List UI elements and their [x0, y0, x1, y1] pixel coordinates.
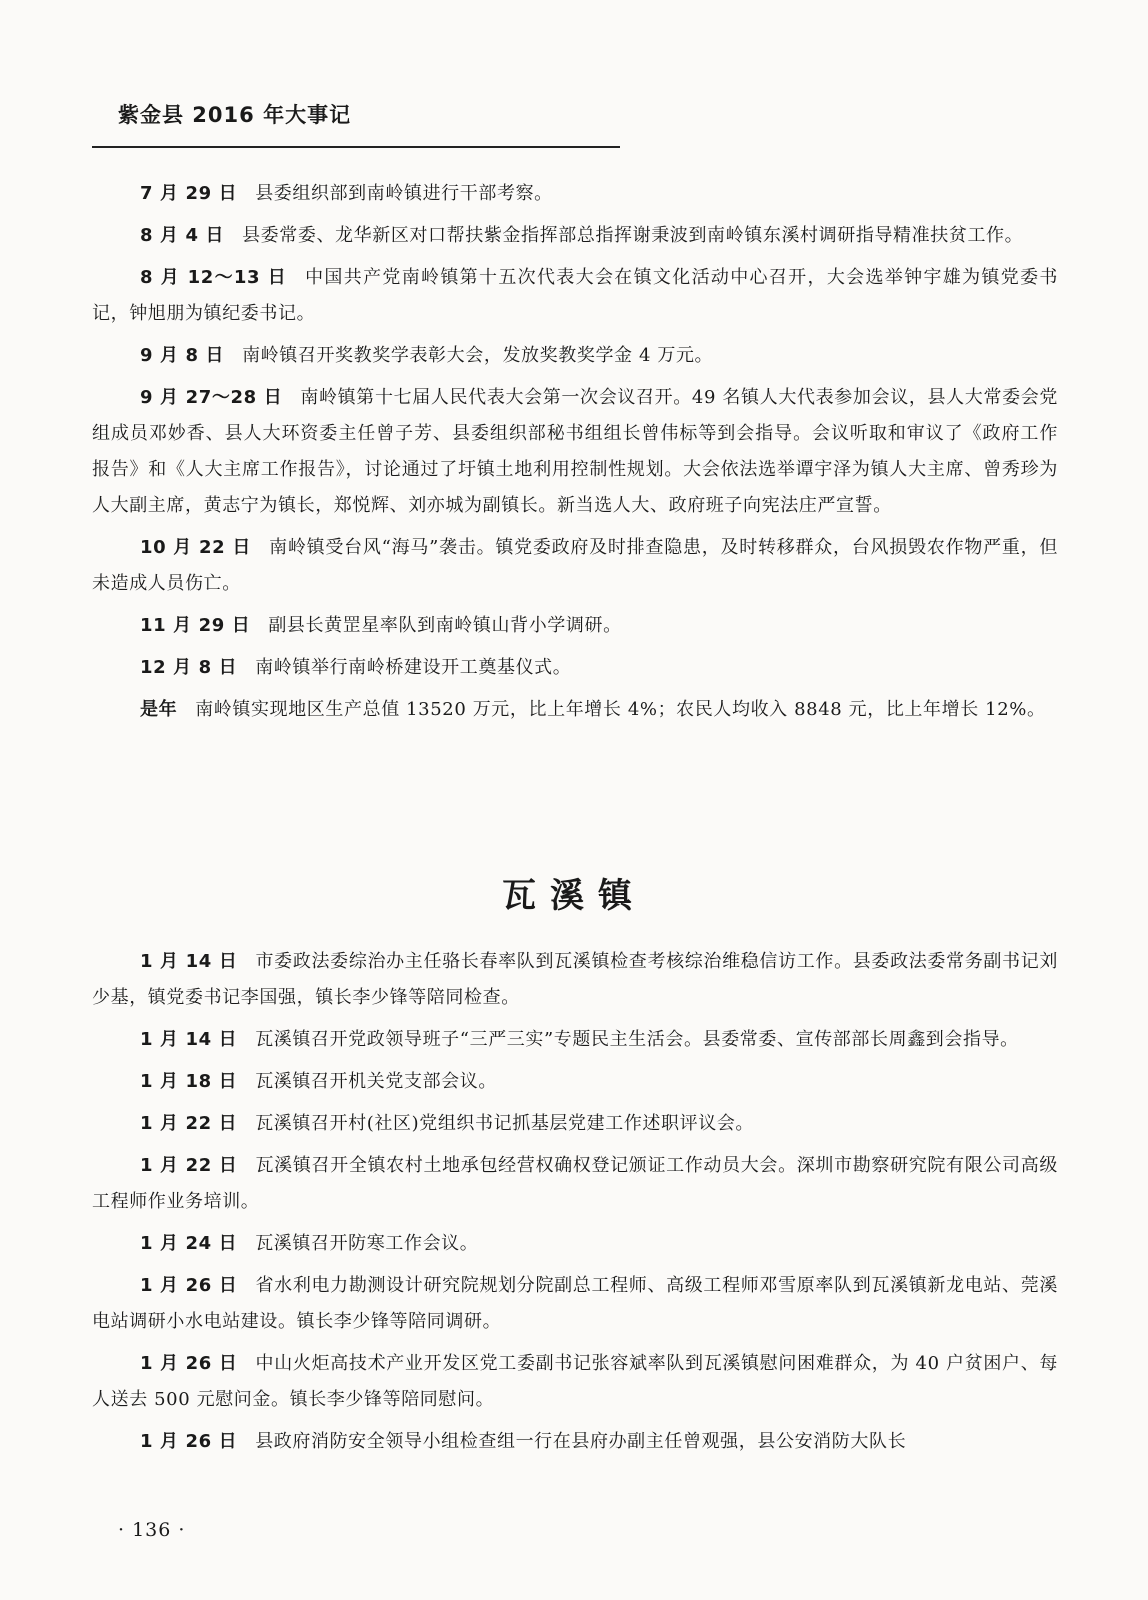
- section-title: 瓦溪镇: [502, 876, 646, 916]
- chronicle-entry: [92, 530, 1058, 602]
- entry-text: 南岭镇第十七届人民代表大会第一次会议召开。49 名镇人大代表参加会议，县人大常委会党组成员邓妙香、县人大环资委主任曾子芳、县委组织部秘书组组长曾伟标等到会指导。会议听取和审议了《政府工作报告》和《人大主席工作报告》，讨论通过了圩镇土地利用控制性规划。大会依法选举谭宇泽为镇人大主席、曾秀珍为人大副主席，黄志宁为镇长，郑悦辉、刘亦城为副镇长。新当选人大、政府班子向宪法庄严宣誓。: [92, 387, 1058, 516]
- chronicle-entry: [92, 176, 1058, 212]
- entry-text: 市委政法委综治办主任骆长春率队到瓦溪镇检查考核综治维稳信访工作。县委政法委常务副书记刘少基，镇党委书记李国强，镇长李少锋等陪同检查。: [92, 951, 1058, 1008]
- entry-date: 7 月 29 日: [140, 183, 238, 204]
- chronicle-entry: [92, 1268, 1058, 1340]
- entry-date: 1 月 22 日: [140, 1155, 238, 1176]
- entry-text: 南岭镇举行南岭桥建设开工奠基仪式。: [255, 657, 572, 678]
- chronicle-entry: [92, 1064, 1058, 1100]
- entry-date: 1 月 18 日: [140, 1071, 238, 1092]
- section-waxi-entries: [92, 944, 1058, 1466]
- entry-date: 1 月 24 日: [140, 1233, 238, 1254]
- entry-text: 瓦溪镇召开防寒工作会议。: [255, 1233, 479, 1254]
- entry-date: 8 月 12～13 日: [140, 267, 288, 288]
- entry-date: 1 月 26 日: [140, 1353, 238, 1374]
- entry-date: 1 月 26 日: [140, 1431, 238, 1452]
- chronicle-entry: [92, 380, 1058, 524]
- entry-date: 1 月 14 日: [140, 1029, 238, 1050]
- entry-date: 8 月 4 日: [140, 225, 225, 246]
- chronicle-entry: [92, 608, 1058, 644]
- page-number: · 136 ·: [118, 1519, 186, 1541]
- entry-text: 南岭镇召开奖教奖学表彰大会，发放奖教奖学金 4 万元。: [242, 345, 714, 366]
- entry-text: 瓦溪镇召开村(社区)党组织书记抓基层党建工作述职评议会。: [255, 1113, 755, 1134]
- chronicle-entry: [92, 338, 1058, 374]
- entry-date: 1 月 26 日: [140, 1275, 238, 1296]
- entry-date: 1 月 14 日: [140, 951, 238, 972]
- entry-text: 县委组织部到南岭镇进行干部考察。: [255, 183, 553, 204]
- section-nanling-entries: [92, 176, 1058, 734]
- entry-text: 中山火炬高技术产业开发区党工委副书记张容斌率队到瓦溪镇慰问困难群众，为 40 户贫困户、每人送去 500 元慰问金。镇长李少锋等陪同慰问。: [92, 1353, 1058, 1410]
- entry-date: 9 月 27～28 日: [140, 387, 283, 408]
- entry-text: 县委常委、龙华新区对口帮扶紫金指挥部总指挥谢秉波到南岭镇东溪村调研指导精准扶贫工作。: [242, 225, 1024, 246]
- entry-text: 县政府消防安全领导小组检查组一行在县府办副主任曾观强，县公安消防大队长: [255, 1431, 907, 1452]
- entry-date: 12 月 8 日: [140, 657, 238, 678]
- chronicle-entry: [92, 650, 1058, 686]
- entry-date: 9 月 8 日: [140, 345, 225, 366]
- entry-date: 11 月 29 日: [140, 615, 251, 636]
- entry-text: 瓦溪镇召开全镇农村土地承包经营权确权登记颁证工作动员大会。深圳市勘察研究院有限公司高级工程师作业务培训。: [92, 1155, 1058, 1212]
- chronicle-entry: [92, 1346, 1058, 1418]
- running-header: 紫金县 2016 年大事记: [118, 103, 352, 127]
- entry-text: 瓦溪镇召开党政领导班子“三严三实”专题民主生活会。县委常委、宣传部部长周鑫到会指导。: [255, 1029, 1019, 1050]
- entry-text: 省水利电力勘测设计研究院规划分院副总工程师、高级工程师邓雪原率队到瓦溪镇新龙电站、莞溪电站调研小水电站建设。镇长李少锋等陪同调研。: [92, 1275, 1058, 1332]
- chronicle-entry: [92, 1148, 1058, 1220]
- entry-text: 瓦溪镇召开机关党支部会议。: [255, 1071, 497, 1092]
- chronicle-entry: [92, 218, 1058, 254]
- entry-text: 中国共产党南岭镇第十五次代表大会在镇文化活动中心召开，大会选举钟宇雄为镇党委书记，钟旭朋为镇纪委书记。: [92, 267, 1058, 324]
- chronicle-entry: [92, 692, 1058, 728]
- chronicle-entry: [92, 1106, 1058, 1142]
- chronicle-entry: [92, 260, 1058, 332]
- entry-date: 10 月 22 日: [140, 537, 252, 558]
- chronicle-entry: [92, 1022, 1058, 1058]
- chronicle-entry: [92, 944, 1058, 1016]
- entry-date: 1 月 22 日: [140, 1113, 238, 1134]
- chronicle-entry: [92, 1226, 1058, 1262]
- entry-text: 南岭镇受台风“海马”袭击。镇党委政府及时排查隐患，及时转移群众，台风损毁农作物严重，但未造成人员伤亡。: [92, 537, 1058, 594]
- entry-date: 是年: [140, 699, 178, 720]
- entry-text: 南岭镇实现地区生产总值 13520 万元，比上年增长 4%；农民人均收入 8848 元，比上年增长 12%。: [195, 699, 1046, 720]
- chronicle-entry: [92, 1424, 1058, 1460]
- header-rule: [92, 146, 620, 148]
- entry-text: 副县长黄罡星率队到南岭镇山背小学调研。: [268, 615, 622, 636]
